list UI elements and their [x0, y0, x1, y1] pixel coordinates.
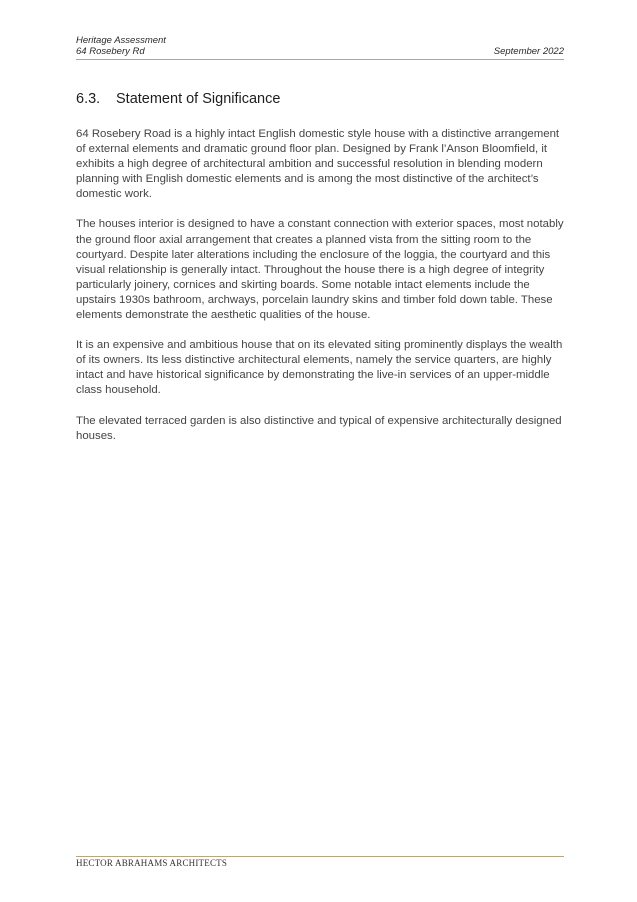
section-number: 6.3. [76, 91, 101, 107]
paragraph: The houses interior is designed to have a constant connection with exterior spaces, most notably the ground floor axial arrangement that creates a planned vista from the sitting room to the courtyard. Despite later alterations including the enclosure of the loggia, the courtyard and this visual relationship is generally intact. Throughout the house there is a high degree of integrity particularly joinery, cornices and skirting boards. Some notable intact elements include the upstairs 1930s bathroom, archways, porcelain laundry skins and timber fold down table. These elements demonstrate the aesthetic qualities of the house. [76, 218, 564, 322]
footer-divider [76, 856, 564, 857]
paragraph: The elevated terraced garden is also distinctive and typical of expensive architecturally designed houses. [76, 414, 562, 442]
header-address: 64 Rosebery Rd [76, 46, 145, 57]
header-date: September 2022 [493, 46, 564, 57]
page-header [76, 35, 564, 57]
section-heading [76, 91, 280, 107]
header-document-type: Heritage Assessment [76, 35, 166, 46]
paragraph: 64 Rosebery Road is a highly intact English domestic style house with a distinctive arrangement of external elements and dramatic ground floor plan. Designed by Frank l’Anson Bloomfield, it exhibits a high degree of architectural ambition and successful resolution in blending modern planning with English domestic elements and is among the most distinctive of the architect’s domestic work. [76, 128, 560, 201]
paragraph: It is an expensive and ambitious house that on its elevated siting prominently displays the wealth of its owners. Its less distinctive architectural elements, namely the service quarters, are highly intact and have historical significance by demonstrating the live-in services of an upper-middle class household. [76, 339, 563, 397]
section-title: Statement of Significance [116, 91, 281, 107]
footer-firm-name: HECTOR ABRAHAMS ARCHITECTS [76, 858, 228, 868]
body-text [76, 127, 564, 459]
header-divider [76, 59, 564, 60]
